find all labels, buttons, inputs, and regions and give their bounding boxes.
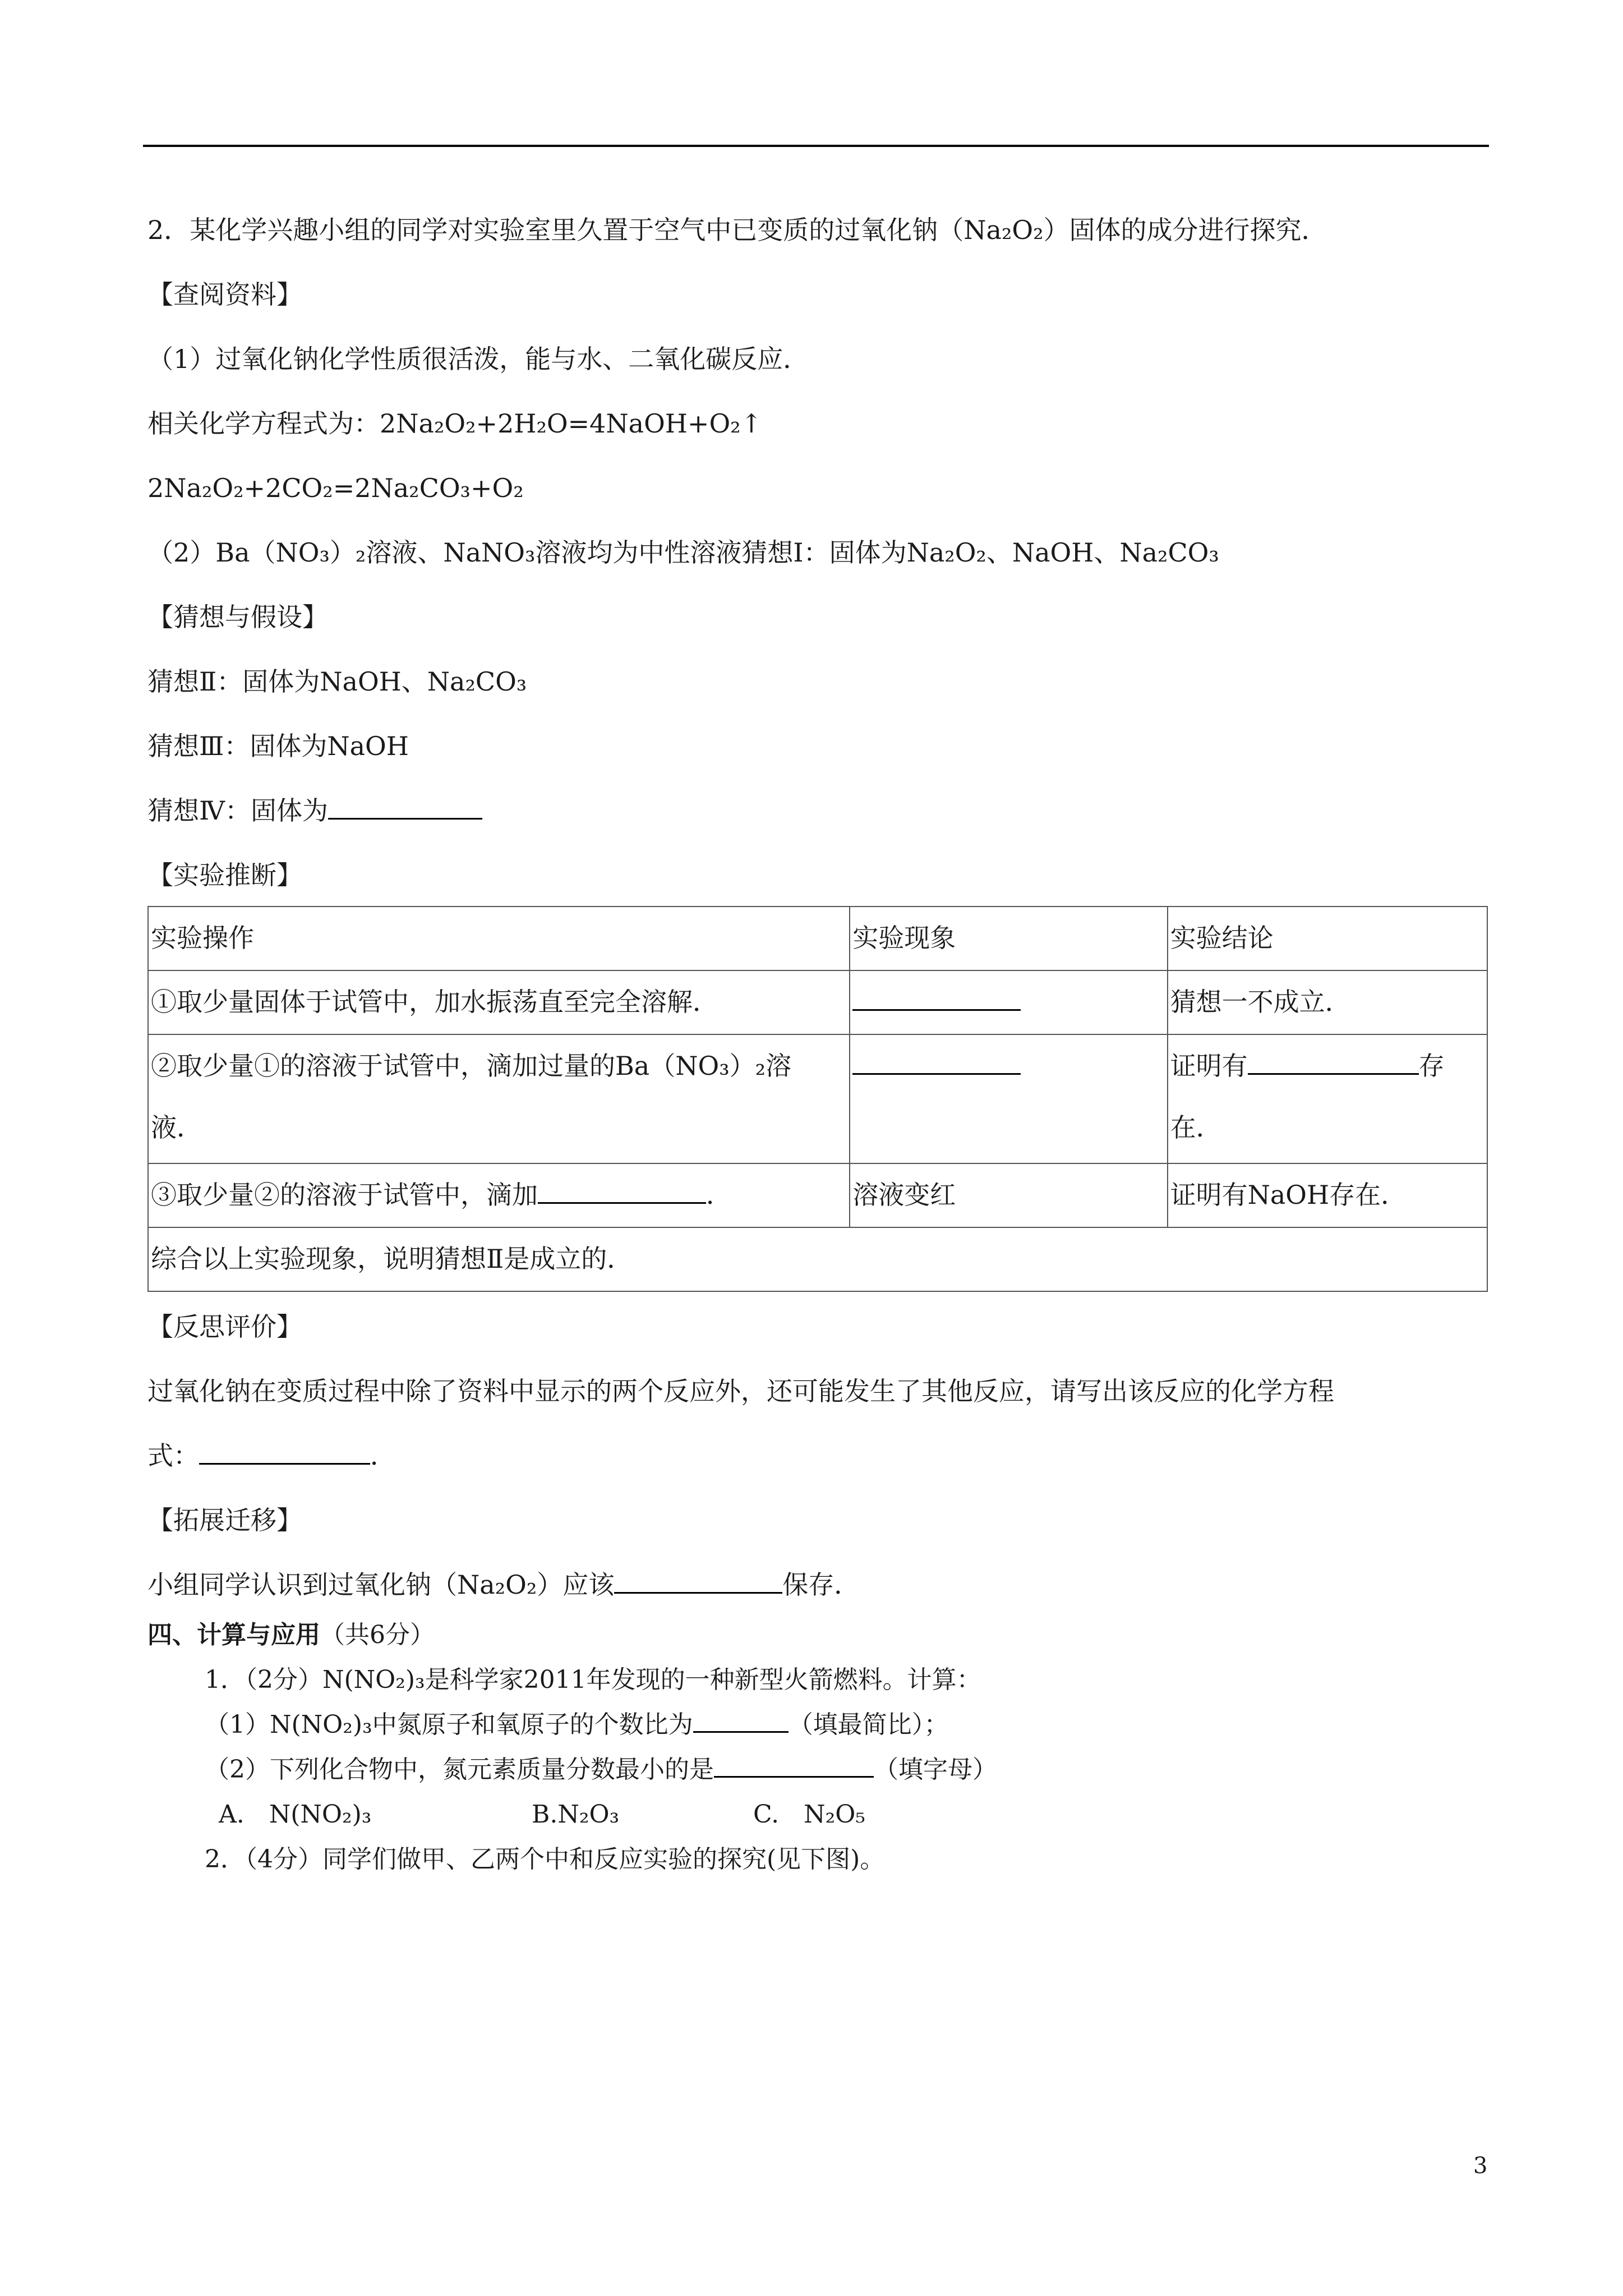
row2-operation-line-b: 液．	[151, 1112, 202, 1143]
extension-line	[147, 1568, 860, 1602]
header-conclusion: 实验结论	[1168, 907, 1487, 970]
reflection-line-1: 过氧化钠在变质过程中除了资料中显示的两个反应外，还可能发生了其他反应，请写出该反应的化学方程	[147, 1376, 1334, 1406]
page-number: 3	[1473, 2153, 1488, 2179]
section-heading-reflection: 【反思评价】	[147, 1312, 302, 1342]
answer-blank-extension[interactable]	[614, 1570, 782, 1594]
row1-phenomenon	[850, 970, 1167, 1034]
row3-operation-prefix: ③取少量②的溶液于试管中，滴加	[151, 1180, 538, 1210]
answer-blank-row1-phenomenon[interactable]	[852, 987, 1021, 1011]
reflection-line-2	[147, 1439, 396, 1473]
extension-suffix: 保存．	[782, 1570, 860, 1600]
equation-2: 2Na₂O₂+2CO₂=2Na₂CO₃+O₂	[147, 473, 524, 503]
choice-c: C. N₂O₅	[753, 1800, 865, 1829]
reflection-label: 式：	[147, 1441, 199, 1471]
calc-question-1-part-2	[205, 1753, 997, 1787]
equation-1: 2Na₂O₂+2H₂O=4NaOH+O₂↑	[380, 408, 763, 439]
calc-q1-2-prefix: （2）下列化合物中，氮元素质量分数最小的是	[205, 1755, 714, 1784]
table-summary: 综合以上实验现象，说明猜想Ⅱ是成立的．	[148, 1227, 1487, 1291]
choice-a: A. N(NO₂)₃	[219, 1800, 372, 1829]
row3-operation-end: ．	[706, 1180, 732, 1210]
header-rule	[143, 145, 1489, 147]
equation-label: 相关化学方程式为：	[147, 408, 380, 439]
calc-question-1: 1．（2分）N(NO₂)₃是科学家2011年发现的一种新型火箭燃料。计算：	[205, 1665, 981, 1694]
question-intro: 2．某化学兴趣小组的同学对实验室里久置于空气中已变质的过氧化钠（Na₂O₂）固体的成分进行探究．	[147, 215, 1327, 245]
section4-score: （共6分）	[320, 1621, 435, 1649]
section-heading-extension: 【拓展迁移】	[147, 1505, 302, 1535]
reference-item-1: （1）过氧化钠化学性质很活泼，能与水、二氧化碳反应．	[147, 344, 809, 374]
answer-blank-ratio[interactable]	[693, 1709, 789, 1733]
answer-blank-row2-conclusion[interactable]	[1248, 1051, 1419, 1075]
row2-operation	[148, 1034, 850, 1163]
calc-question-2: 2．（4分）同学们做甲、乙两个中和反应实验的探究(见下图)。	[205, 1845, 885, 1874]
answer-blank-choice[interactable]	[714, 1754, 874, 1778]
table-row	[148, 970, 1487, 1034]
answer-blank-row3-operation[interactable]	[538, 1180, 706, 1204]
answer-blank-reflection[interactable]	[199, 1441, 370, 1465]
hypothesis-4	[147, 794, 482, 827]
section-heading-hypothesis: 【猜想与假设】	[147, 602, 328, 632]
calc-q1-2-suffix: （填字母）	[874, 1755, 997, 1784]
row1-conclusion: 猜想一不成立．	[1168, 970, 1487, 1034]
row3-conclusion: 证明有NaOH存在．	[1168, 1163, 1487, 1227]
row3-operation	[148, 1163, 850, 1227]
calc-question-1-part-1	[205, 1708, 949, 1742]
table-row	[148, 1034, 1487, 1163]
experiment-table	[147, 906, 1488, 1292]
reflection-end: ．	[370, 1441, 396, 1471]
hypothesis-4-label: 猜想Ⅳ：固体为	[147, 795, 328, 826]
choice-b: B.N₂O₃	[532, 1800, 620, 1829]
table-summary-row	[148, 1227, 1487, 1291]
table-row	[148, 1163, 1487, 1227]
row2-conclusion	[1168, 1034, 1487, 1163]
row1-operation: ①取少量固体于试管中，加水振荡直至完全溶解．	[148, 970, 850, 1034]
extension-prefix: 小组同学认识到过氧化钠（Na₂O₂）应该	[147, 1570, 615, 1600]
calc-q1-1-suffix: （填最简比）；	[788, 1710, 949, 1739]
answer-blank-row2-phenomenon[interactable]	[852, 1051, 1021, 1075]
section4-heading	[147, 1618, 435, 1652]
equation-line-1	[147, 407, 762, 440]
row2-operation-line-a: ②取少量①的溶液于试管中，滴加过量的Ba（NO₃）₂溶	[151, 1051, 792, 1081]
reference-item-2: （2）Ba（NO₃）₂溶液、NaNO₃溶液均为中性溶液猜想Ⅰ：固体为Na₂O₂、NaOH、Na₂CO₃	[147, 537, 1219, 568]
row2-conclusion-prefix: 证明有	[1170, 1051, 1248, 1081]
section-heading-experiment: 【实验推断】	[147, 860, 302, 890]
row2-conclusion-suffix: 存	[1418, 1051, 1445, 1081]
section4-title: 四、计算与应用	[147, 1621, 320, 1649]
hypothesis-2: 猜想Ⅱ：固体为NaOH、Na₂CO₃	[147, 666, 527, 697]
calc-q1-1-prefix: （1）N(NO₂)₃中氮原子和氧原子的个数比为	[205, 1710, 693, 1739]
row3-phenomenon: 溶液变红	[850, 1163, 1167, 1227]
hypothesis-3: 猜想Ⅲ：固体为NaOH	[147, 731, 409, 761]
row2-conclusion-end: 在．	[1170, 1112, 1222, 1143]
answer-blank-hypothesis-4[interactable]	[328, 795, 482, 820]
header-phenomenon: 实验现象	[850, 907, 1167, 970]
section-heading-reference: 【查阅资料】	[147, 279, 302, 310]
row2-phenomenon	[850, 1034, 1167, 1163]
table-header-row	[148, 907, 1487, 970]
header-operation: 实验操作	[148, 907, 850, 970]
